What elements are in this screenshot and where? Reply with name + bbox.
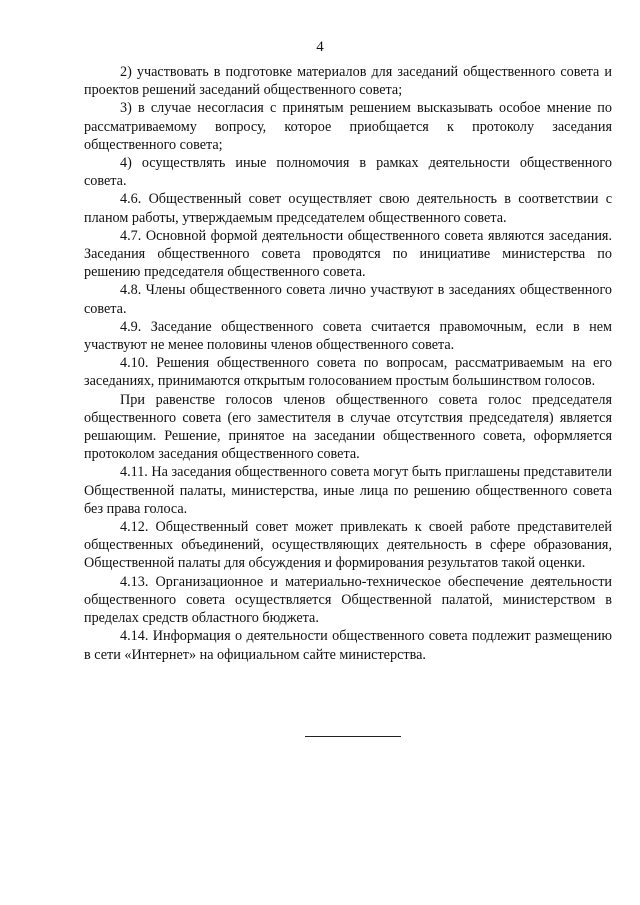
paragraph-item-2: 2) участвовать в подготовке материалов для заседаний общественного совета и проектов решений заседаний общественного совета; (84, 64, 612, 99)
paragraph-4-6: 4.6. Общественный совет осуществляет свою деятельность в соответствии с планом работы, утверждаемым председателем общественного совета. (84, 191, 612, 226)
paragraph-4-14: 4.14. Информация о деятельности общественного совета подлежит размещению в сети «Интернет» на официальном сайте министерства. (84, 628, 612, 663)
paragraph-item-4: 4) осуществлять иные полномочия в рамках деятельности общественного совета. (84, 155, 612, 190)
page-number: 4 (316, 39, 324, 55)
document-body (84, 63, 612, 664)
paragraph-4-11: 4.11. На заседания общественного совета могут быть приглашены представители Общественной палаты, министерства, иные лица по решению общественного совета без права голоса. (84, 464, 612, 517)
paragraph-4-12: 4.12. Общественный совет может привлекать к своей работе представителей общественных объединений, осуществляющих деятельность в сфере образования, Общественной палаты для обсуждения и формирования результатов такой оценки. (84, 519, 612, 572)
paragraph-4-10: 4.10. Решения общественного совета по вопросам, рассматриваемым на его заседаниях, принимаются открытым голосованием простым большинством голосов. (84, 355, 612, 390)
paragraph-4-9: 4.9. Заседание общественного совета считается правомочным, если в нем участвуют не менее половины членов общественного совета. (84, 318, 612, 354)
paragraph-item-3: 3) в случае несогласия с принятым решением высказывать особое мнение по рассматриваемому вопросу, которое приобщается к протоколу заседания общественного совета; (84, 100, 612, 153)
paragraph-4-13: 4.13. Организационное и материально-техническое обеспечение деятельности общественного совета осуществляется Общественной палатой, министерством в пределах средств областного бюджета. (84, 573, 612, 627)
paragraph-4-10-continued: При равенстве голосов членов общественного совета голос председателя общественного совета (его заместителя в случае отсутствия председателя) является решающим. Решение, принятое на заседании общественного совета, оформляется протоколом заседания общественного совета. (84, 391, 612, 463)
paragraph-4-7: 4.7. Основной формой деятельности общественного совета являются заседания. Заседания общественного совета проводятся по инициативе министерства по решению председателя общественного совета. (84, 227, 612, 281)
paragraph-4-8: 4.8. Члены общественного совета лично участвуют в заседаниях общественного совета. (84, 282, 612, 317)
end-separator-line (305, 736, 401, 737)
